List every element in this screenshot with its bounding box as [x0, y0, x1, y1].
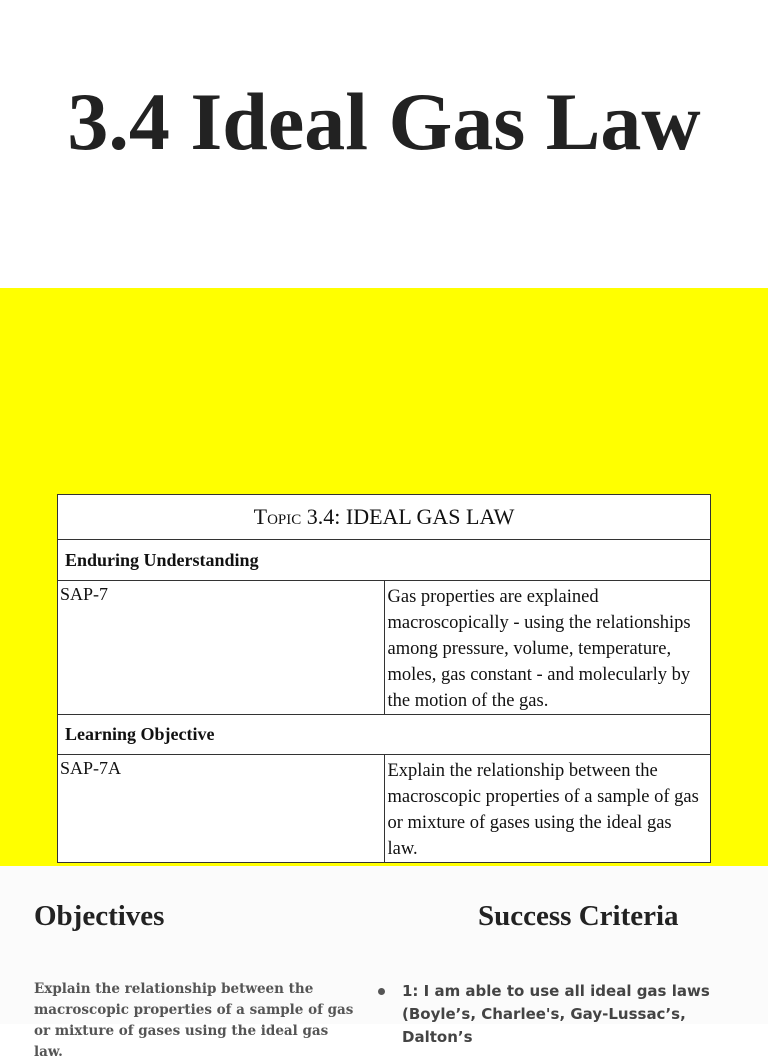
learning-objective-label: Learning Objective	[58, 715, 711, 755]
bullet-icon	[378, 988, 385, 995]
success-criteria-heading: Success Criteria	[478, 900, 679, 932]
success-criteria-list	[376, 980, 756, 1049]
table-row	[58, 581, 711, 715]
criteria-text: 1: I am able to use all ideal gas laws (Boyle’s, Charlee's, Gay-Lussac’s, Dalton’s	[402, 982, 710, 1046]
enduring-understanding-row	[58, 540, 711, 581]
objectives-heading: Objectives	[34, 900, 165, 932]
topic-table	[57, 494, 711, 863]
list-item	[376, 980, 756, 1049]
topic-table-title	[58, 495, 711, 540]
enduring-understanding-label: Enduring Understanding	[58, 540, 711, 581]
topic-table-title-row	[58, 495, 711, 540]
topic-prefix: Topic	[253, 504, 302, 529]
row-code: SAP-7A	[58, 755, 385, 863]
row-description: Gas properties are explained macroscopically - using the relationships among pressure, volume, temperature, moles, gas constant - and molecularly by the motion of the gas.	[384, 581, 711, 715]
row-description: Explain the relationship between the macroscopic properties of a sample of gas or mixture of gases using the ideal gas law.	[384, 755, 711, 863]
objective-text: Explain the relationship between the macroscopic properties of a sample of gas or mixture of gases using the ideal gas law.	[34, 981, 354, 1060]
table-row	[58, 755, 711, 863]
slide-title: 3.4 Ideal Gas Law	[67, 76, 701, 167]
learning-objective-row	[58, 715, 711, 755]
row-code: SAP-7	[58, 581, 385, 715]
topic-title: 3.4: IDEAL GAS LAW	[301, 504, 515, 529]
